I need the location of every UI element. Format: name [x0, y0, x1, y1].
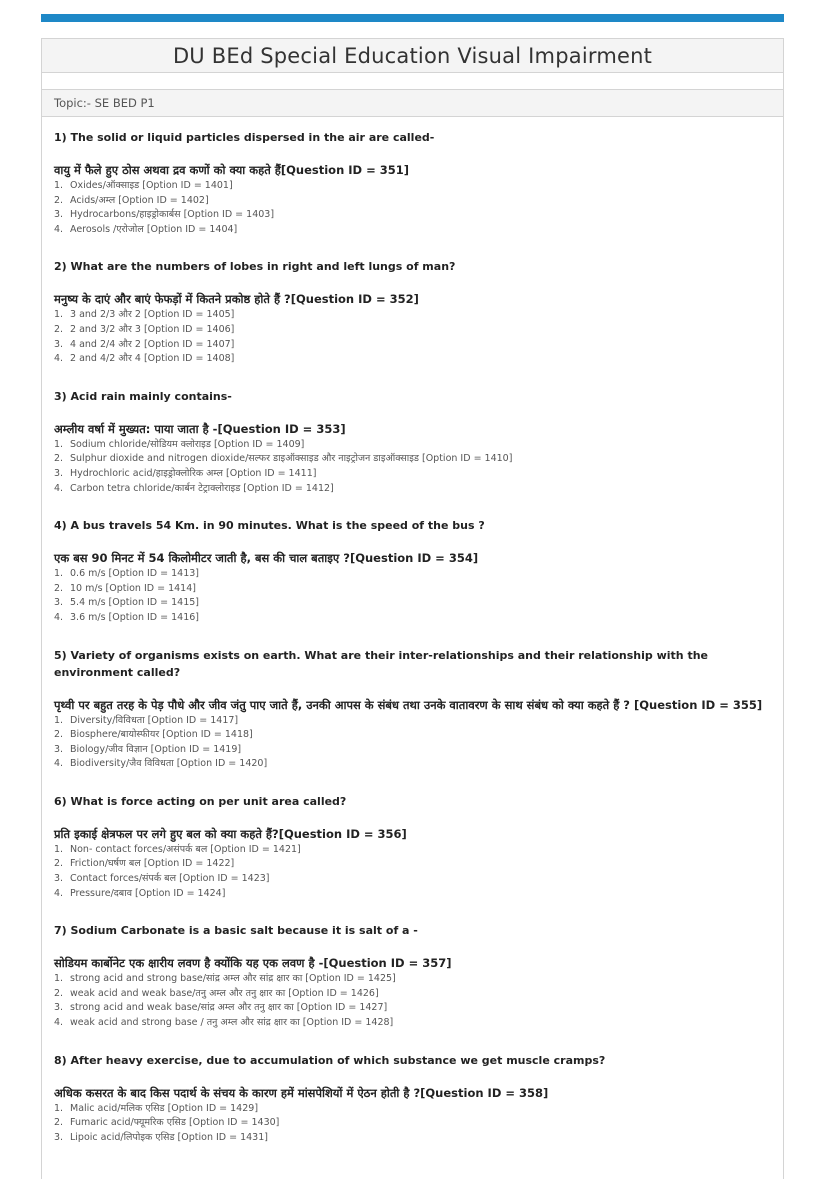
- page-title: DU BEd Special Education Visual Impairment: [172, 43, 653, 68]
- question-hindi: मनुष्य के दाएं और बाएं फेफड़ों में कितने प्रकोष्ठ होते हैं ?[Question ID = 352]: [54, 292, 419, 307]
- option-item: 1. 3 and 2/3 और 2 [Option ID = 1405]: [54, 309, 235, 321]
- option-item: 4. 3.6 m/s [Option ID = 1416]: [54, 611, 199, 623]
- options-list: [54, 1102, 771, 1146]
- option-item: 1. Sodium chloride/सोडियम क्लोराइड [Option ID = 1409]: [54, 438, 305, 450]
- spacer-row: [42, 73, 783, 90]
- question-6: [54, 772, 771, 901]
- question-hindi: सोडियम कार्बोनेट एक क्षारीय लवण है क्योंकि यह एक लवण है -[Question ID = 357]: [54, 956, 452, 971]
- option-item: 2. Acids/अम्ल [Option ID = 1402]: [54, 194, 209, 206]
- option-item: 2. 10 m/s [Option ID = 1414]: [54, 582, 196, 594]
- option-item: 1. Oxides/ऑक्साइड [Option ID = 1401]: [54, 180, 233, 191]
- option-item: 2. 2 and 3/2 और 3 [Option ID = 1406]: [54, 323, 235, 335]
- option-item: 4. Biodiversity/जैव विविधता [Option ID = 1420]: [54, 758, 268, 770]
- option-item: 1. strong acid and strong base/सांद्र अम्ल और सांद्र क्षार का [Option ID = 1425]: [54, 973, 396, 985]
- options-list: [54, 308, 771, 366]
- option-item: 1. 0.6 m/s [Option ID = 1413]: [54, 568, 199, 580]
- title-row: [42, 39, 783, 73]
- option-item: 1. Diversity/विविधता [Option ID = 1417]: [54, 714, 239, 726]
- question-1: [54, 117, 771, 237]
- option-item: 3. Hydrocarbons/हाइड्रोकार्बस [Option ID = 1403]: [54, 209, 275, 221]
- question-hindi: एक बस 90 मिनट में 54 किलोमीटर जाती है, बस की चाल बताइए ?[Question ID = 354]: [54, 551, 479, 566]
- question-hindi: अधिक कसरत के बाद किस पदार्थ के संचय के कारण हमें मांसपेशियों में ऐठन होती है ?[Question ID = 358]: [54, 1085, 549, 1100]
- question-english: 1) The solid or liquid particles dispersed in the air are called-: [54, 131, 435, 144]
- options-list: [54, 972, 771, 1030]
- option-item: 2. Fumaric acid/फ्यूमरिक एसिड [Option ID = 1430]: [54, 1117, 280, 1129]
- option-item: 4. weak acid and strong base / तनु अम्ल और सांद्र क्षार का [Option ID = 1428]: [54, 1017, 394, 1029]
- question-english: 2) What are the numbers of lobes in right and left lungs of man?: [54, 260, 456, 274]
- question-hindi: अम्लीय वर्षा में मुख्यत: पाया जाता है -[Question ID = 353]: [54, 421, 346, 436]
- options-list: [54, 714, 771, 772]
- option-item: 3. 5.4 m/s [Option ID = 1415]: [54, 597, 199, 609]
- question-english: 3) Acid rain mainly contains-: [54, 389, 232, 403]
- option-item: 2. weak acid and weak base/तनु अम्ल और तनु क्षार का [Option ID = 1426]: [54, 987, 379, 999]
- question-english: 6) What is force acting on per unit area called?: [54, 794, 347, 808]
- question-hindi: पृथ्वी पर बहुत तरह के पेड़ पौधे और जीव जंतु पाए जाते हैं, उनकी आपस के संबंध तथा उनके वातावरण के साथ संबंध को क्या कहते हैं ? [Question ID = 355]: [54, 697, 763, 712]
- option-item: 2. Friction/घर्षण बल [Option ID = 1422]: [54, 858, 235, 870]
- question-4: [54, 496, 771, 625]
- question-paper: [41, 38, 784, 1179]
- question-hindi: प्रति इकाई क्षेत्रफल पर लगे हुए बल को क्या कहते हैं?[Question ID = 356]: [54, 826, 407, 841]
- option-item: 3. Hydrochloric acid/हाइड्रोक्लोरिक अम्ल [Option ID = 1411]: [54, 467, 317, 479]
- option-item: 4. Pressure/दबाव [Option ID = 1424]: [54, 887, 226, 899]
- option-item: 3. Contact forces/संपर्क बल [Option ID = 1423]: [54, 873, 270, 885]
- options-list: [54, 843, 771, 901]
- questions-list: [42, 117, 783, 1145]
- option-item: 4. 2 and 4/2 और 4 [Option ID = 1408]: [54, 353, 235, 365]
- option-item: 3. strong acid and weak base/सांद्र अम्ल और तनु क्षार का [Option ID = 1427]: [54, 1002, 388, 1014]
- option-item: 3. 4 and 2/4 और 2 [Option ID = 1407]: [54, 338, 235, 350]
- question-7: [54, 901, 771, 1030]
- options-list: [54, 438, 771, 496]
- top-accent-bar: [41, 14, 784, 22]
- options-list: [54, 179, 771, 237]
- option-item: 4. Aerosols /एरोजोल [Option ID = 1404]: [54, 223, 238, 235]
- question-2: [54, 237, 771, 366]
- question-english: 4) A bus travels 54 Km. in 90 minutes. What is the speed of the bus ?: [54, 519, 485, 533]
- question-8: [54, 1031, 771, 1146]
- option-item: 3. Biology/जीव विज्ञान [Option ID = 1419]: [54, 743, 242, 755]
- question-5: [54, 626, 771, 772]
- question-english: 5) Variety of organisms exists on earth. What are their inter-relationships and their relationship with the environment called?: [54, 648, 709, 679]
- question-english: 7) Sodium Carbonate is a basic salt because it is salt of a -: [54, 924, 418, 938]
- option-item: 2. Biosphere/बायोस्फीयर [Option ID = 1418]: [54, 729, 253, 741]
- option-item: 2. Sulphur dioxide and nitrogen dioxide/सल्फर डाइऑक्साइड और नाइट्रोजन डाइऑक्साइड [Option ID = 1410]: [54, 453, 513, 465]
- question-english: 8) After heavy exercise, due to accumulation of which substance we get muscle cramps?: [54, 1053, 606, 1067]
- option-item: 4. Carbon tetra chloride/कार्बन टेट्राक्लोराइड [Option ID = 1412]: [54, 482, 334, 494]
- question-3: [54, 367, 771, 496]
- topic-row: [42, 90, 783, 117]
- options-list: [54, 567, 771, 625]
- question-hindi: वायु में फैले हुए ठोस अथवा द्रव कणों को क्या कहते हैं[Question ID = 351]: [54, 163, 409, 177]
- topic-label: Topic:- SE BED P1: [54, 96, 155, 110]
- option-item: 1. Non- contact forces/असंपर्क बल [Option ID = 1421]: [54, 843, 301, 855]
- option-item: 1. Malic acid/मलिक एसिड [Option ID = 1429]: [54, 1102, 259, 1114]
- option-item: 3. Lipoic acid/लिपोइक एसिड [Option ID = 1431]: [54, 1131, 268, 1143]
